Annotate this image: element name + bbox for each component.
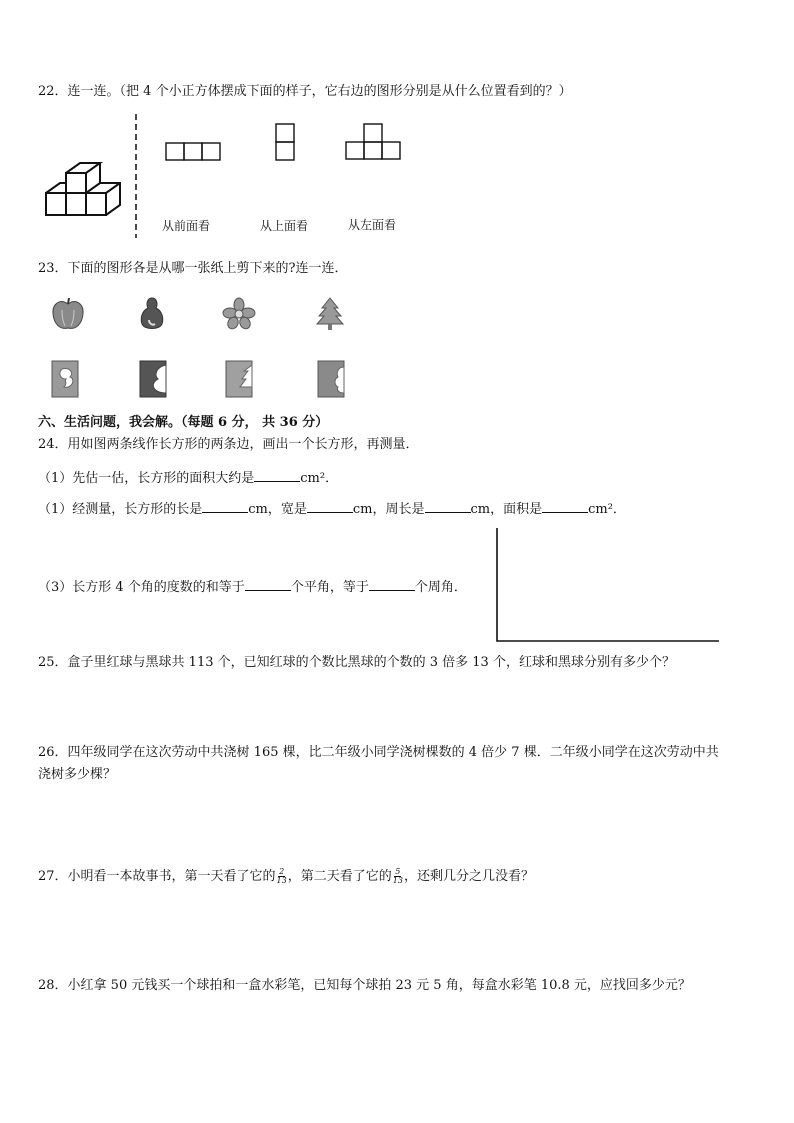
answer-blank[interactable] [307,500,353,513]
fraction-5-13: $\frac{5}{13}$ [392,867,403,885]
q24-part3: （3）长方形 4 个角的度数的和等于 个平角，等于 个周角． [38,580,467,595]
top-view-figure [275,123,297,161]
answer-blank[interactable] [542,500,588,513]
fraction-2-13: $\frac{2}{13}$ [276,867,287,885]
q28-text: 28．小红拿 50 元钱买一个球拍和一盒水彩笔，已知每个球拍 23 元 5 角，每盒水彩笔 10.8 元，应找回多少元？ [38,978,691,993]
answer-blank[interactable] [202,500,248,513]
caption-left: 从左面看 [348,218,397,232]
front-view-figure [165,142,221,162]
answer-blank[interactable] [369,578,415,591]
q25-text: 25．盒子里红球与黑球共 113 个，已知红球的个数比黑球的个数的 3 倍多 13 个，红球和黑球分别有多少个？ [38,655,675,670]
paper-cut-1 [50,359,80,399]
caption-front: 从前面看 [162,219,211,233]
tree-icon [314,296,346,332]
q24-part1: （1）先估一估，长方形的面积大约是 cm²． [38,471,339,486]
cube-stack-figure [44,155,124,219]
left-view-figure [345,123,403,161]
answer-blank[interactable] [254,469,300,482]
paper-cut-3 [224,359,254,399]
answer-blank[interactable] [245,578,291,591]
paper-cut-4 [316,359,346,399]
q26-line1: 26．四年级同学在这次劳动中共浇树 165 棵，比二年级小同学浇树棵数的 4 倍少 7 棵．二年级小同学在这次劳动中共 [38,745,719,760]
q24-part2: （1）经测量，长方形的长是 cm，宽是 cm，周长是 cm，面积是 cm²． [38,502,626,517]
section6-title: 六、生活问题，我会解。（每题 6 分， 共 36 分） [38,415,329,430]
caption-top: 从上面看 [260,219,309,233]
q22-text: 22．连一连。（把 4 个小正方体摆成下面的样子，它右边的图形分别是从什么位置看到的？） [38,84,572,99]
flower-icon [222,297,256,331]
q27-text: 27．小明看一本故事书，第一天看了它的 $\frac{2}{13}$ ，第二天看了它的 $\frac{5}{13}$ ，还剩几分之几没看？ [38,867,534,885]
q26-line2: 浇树多少棵？ [38,767,117,782]
apple-icon [50,296,86,332]
q24-text: 24．用如图两条线作长方形的两条边，画出一个长方形，再测量． [38,437,419,452]
q23-text: 23．下面的图形各是从哪一张纸上剪下来的?连一连． [38,261,348,276]
paper-cut-2 [138,359,168,399]
rectangle-sides-figure [494,528,722,644]
dashed-divider [134,114,138,238]
gourd-icon [138,296,166,332]
answer-blank[interactable] [425,500,471,513]
